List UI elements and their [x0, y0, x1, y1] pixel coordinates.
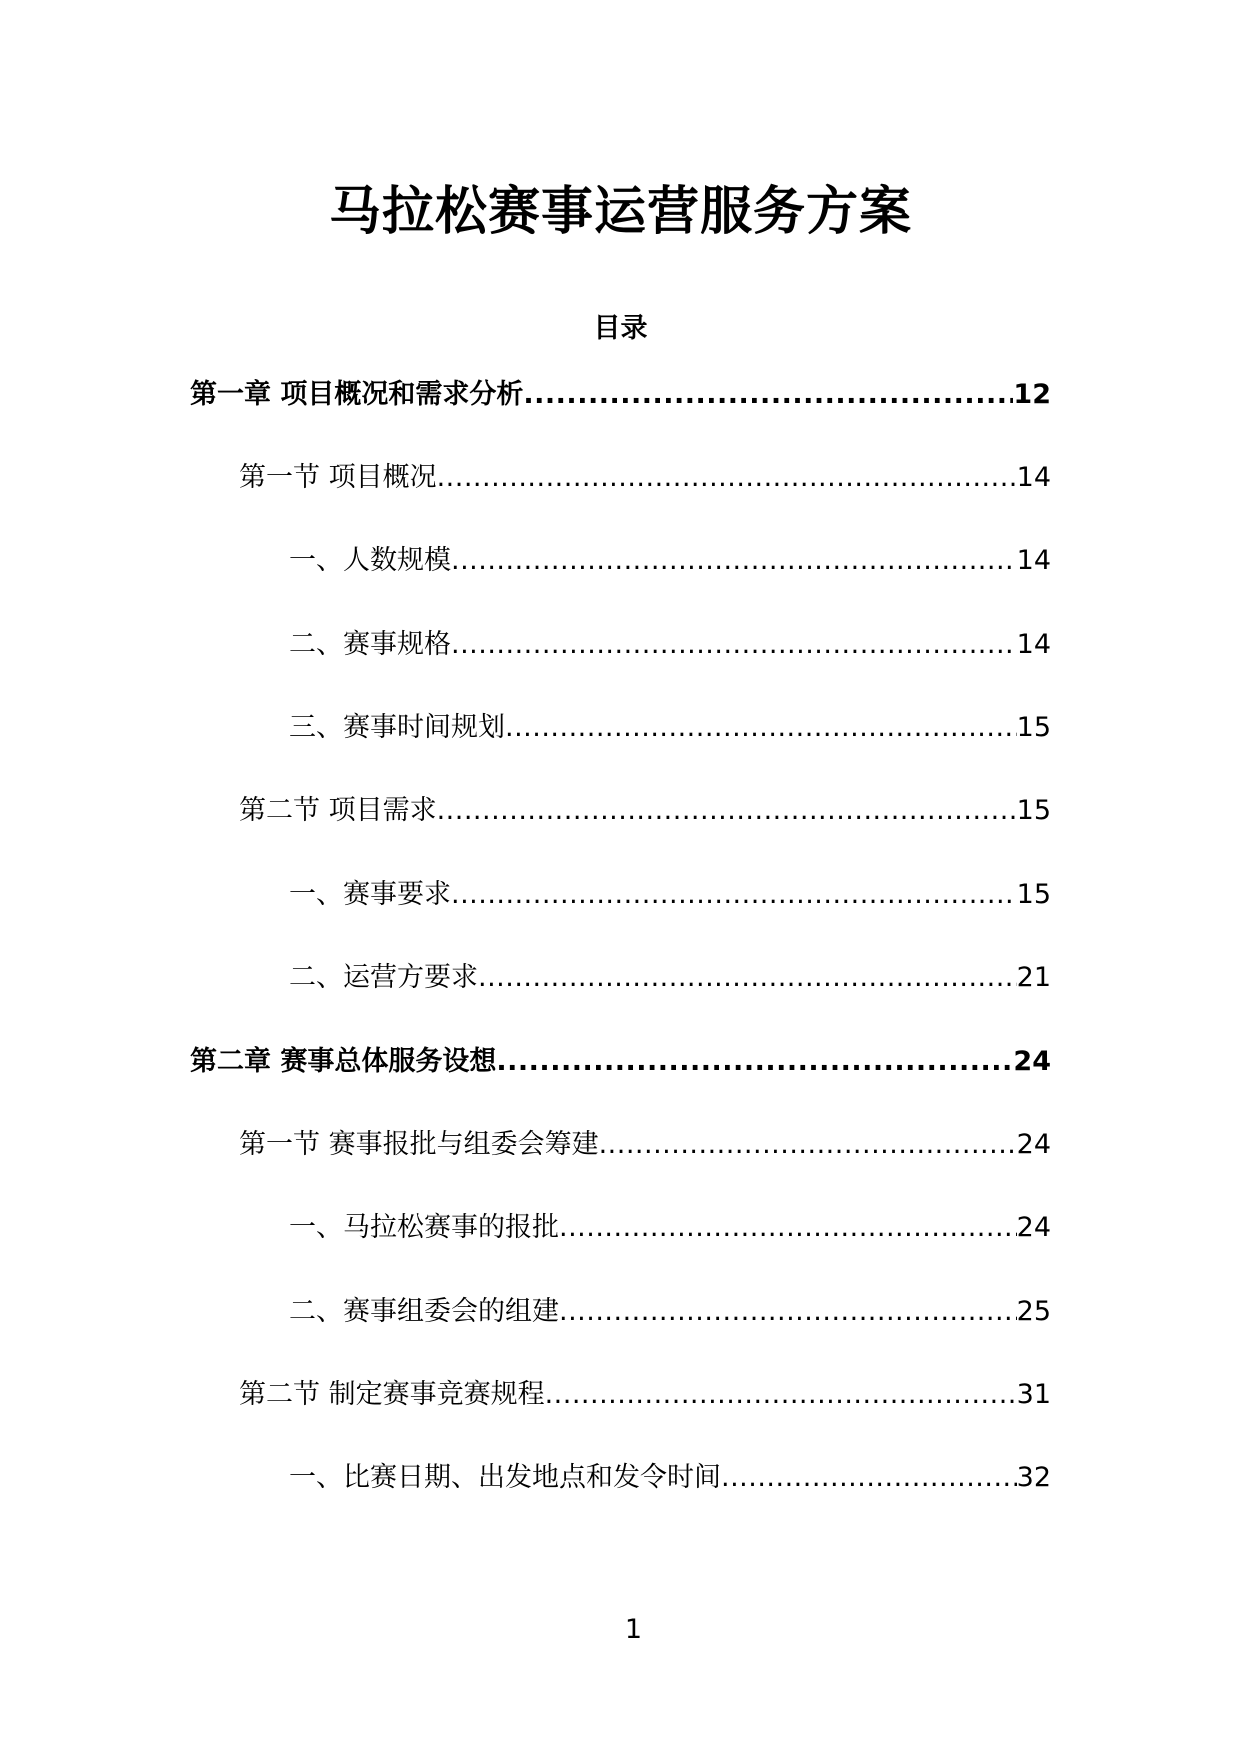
toc-entry-text: 一、马拉松赛事的报批	[289, 1212, 559, 1243]
toc-section-1-2[interactable]	[239, 791, 1051, 831]
page-number: 1	[624, 1614, 643, 1645]
toc-entry-text: 一、比赛日期、出发地点和发令时间	[289, 1462, 721, 1493]
toc-section-2-1[interactable]	[239, 1125, 1051, 1165]
toc-dot-leader	[559, 1292, 1017, 1332]
toc-dot-leader	[599, 1125, 1017, 1165]
toc-dot-leader	[505, 708, 1017, 748]
toc-entry-page: 15	[1016, 795, 1051, 826]
toc-entry-text: 二、运营方要求	[289, 962, 478, 993]
toc-item-1-1-1[interactable]	[289, 541, 1051, 581]
toc-item-1-1-2[interactable]	[289, 625, 1051, 665]
toc-dot-leader	[721, 1458, 1017, 1498]
toc-entry-text: 二、赛事组委会的组建	[289, 1296, 559, 1327]
toc-entry-text: 第二节 项目需求	[239, 795, 437, 826]
toc-item-1-1-3[interactable]	[289, 708, 1051, 748]
toc-entry-page: 12	[1013, 379, 1051, 410]
toc-entry-page: 24	[1016, 1212, 1051, 1243]
toc-entry-page: 14	[1016, 629, 1051, 660]
toc-dot-leader	[478, 958, 1017, 998]
toc-chapter-2[interactable]	[190, 1042, 1051, 1082]
toc-item-1-2-1[interactable]	[289, 875, 1051, 915]
toc-entry-page: 14	[1016, 545, 1051, 576]
toc-chapter-1[interactable]	[190, 375, 1051, 415]
toc-item-2-1-2[interactable]	[289, 1292, 1051, 1332]
toc-entry-text: 一、人数规模	[289, 545, 451, 576]
toc-item-2-1-1[interactable]	[289, 1208, 1051, 1248]
toc-entry-text: 第一章 项目概况和需求分析	[190, 379, 524, 410]
toc-dot-leader	[437, 791, 1017, 831]
toc-entry-page: 31	[1016, 1379, 1051, 1410]
toc-dot-leader	[451, 875, 1017, 915]
toc-item-2-2-1[interactable]	[289, 1458, 1051, 1498]
toc-entry-text: 一、赛事要求	[289, 879, 451, 910]
toc-entry-page: 14	[1016, 462, 1051, 493]
toc-entry-page: 15	[1016, 712, 1051, 743]
toc-entry-text: 二、赛事规格	[289, 629, 451, 660]
page-title: 马拉松赛事运营服务方案	[328, 182, 912, 242]
toc-section-1-1[interactable]	[239, 458, 1051, 498]
toc-item-1-2-2[interactable]	[289, 958, 1051, 998]
toc-entry-page: 24	[1016, 1129, 1051, 1160]
toc-dot-leader	[496, 1042, 1013, 1082]
toc-dot-leader	[545, 1375, 1017, 1415]
toc-entry-page: 25	[1016, 1296, 1051, 1327]
toc-entry-text: 第一节 项目概况	[239, 462, 437, 493]
toc-heading: 目录	[593, 313, 648, 344]
toc-entry-text: 三、赛事时间规划	[289, 712, 505, 743]
toc-dot-leader	[559, 1208, 1017, 1248]
toc-dot-leader	[523, 375, 1013, 415]
toc-entry-text: 第一节 赛事报批与组委会筹建	[239, 1129, 599, 1160]
toc-entry-text: 第二节 制定赛事竞赛规程	[239, 1379, 545, 1410]
toc-dot-leader	[451, 541, 1017, 581]
toc-entry-page: 21	[1016, 962, 1051, 993]
toc-section-2-2[interactable]	[239, 1375, 1051, 1415]
toc-entry-page: 15	[1016, 879, 1051, 910]
toc-entry-page: 32	[1016, 1462, 1051, 1493]
toc-entry-page: 24	[1013, 1046, 1051, 1077]
toc-entry-text: 第二章 赛事总体服务设想	[190, 1046, 497, 1077]
toc-dot-leader	[437, 458, 1017, 498]
toc-dot-leader	[451, 625, 1017, 665]
